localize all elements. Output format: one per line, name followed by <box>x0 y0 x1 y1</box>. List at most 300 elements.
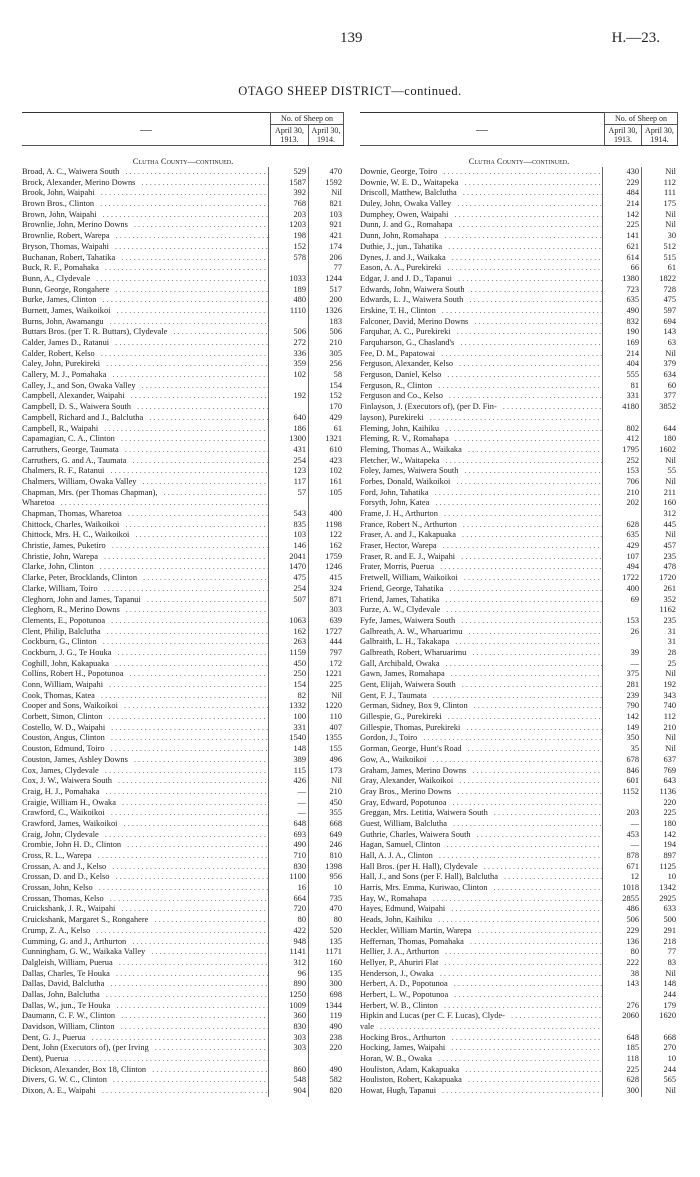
owner-name: Carruthers, G. and A., Taumata . . . <box>22 456 268 467</box>
sheep-1914: 810 <box>308 851 344 862</box>
owner-name: Gillespie, Thomas, Purekireki . . . <box>360 723 602 734</box>
table-row <box>22 456 344 467</box>
table-row <box>22 562 344 573</box>
owner-name: Edgar, J. and J. D., Tapanui . . . <box>360 274 602 285</box>
owner-name: Cleghorn, John and James, Tapanui . . . <box>22 595 268 606</box>
owner-name: Fleming, Thomas A., Waikaka . . . <box>360 445 602 456</box>
sheep-1914: 500 <box>641 915 678 926</box>
sheep-1914: 122 <box>308 530 344 541</box>
sheep-1913: 214 <box>602 349 641 360</box>
sheep-1913: 1795 <box>602 445 641 456</box>
owner-name: Hall Bros. (per H. Hall), Clydevale . . . <box>360 862 602 873</box>
sheep-1913: 802 <box>602 424 641 435</box>
table-row <box>22 541 344 552</box>
sheep-1913: 1009 <box>268 1001 308 1012</box>
table-row <box>22 872 344 883</box>
section-heading: Clutha County—continued. <box>132 156 234 166</box>
owner-name: Galbreath, A. W., Wharuarimu . . . <box>360 627 602 638</box>
sheep-1914: 1602 <box>641 445 678 456</box>
owner-name: Greggan, Mrs. Letitia, Waiwera South . . . <box>360 808 602 819</box>
sheep-1914: 244 <box>641 1065 678 1076</box>
sheep-1914: 172 <box>308 659 344 670</box>
sheep-1913: 614 <box>602 253 641 264</box>
table-row <box>22 616 344 627</box>
sheep-1913: 80 <box>268 915 308 926</box>
sheep-1913: 693 <box>268 830 308 841</box>
owner-name: Couston, Angus, Clinton . . . <box>22 733 268 744</box>
owner-name: Broad, A. C., Waiwera South . . . <box>22 167 268 178</box>
sheep-1914: 820 <box>308 1086 344 1097</box>
owner-name: Capamagian, C. A., Clinton . . . <box>22 434 268 445</box>
table-row <box>360 370 678 381</box>
table-row <box>360 391 678 402</box>
document-reference: H.—23. <box>611 30 660 46</box>
sheep-1914: 421 <box>308 231 344 242</box>
sheep-1913: 272 <box>268 338 308 349</box>
owner-name: Finlayson, J. (Executors of), (per D. Fin- . . . <box>360 402 602 413</box>
sheep-1913: 149 <box>602 723 641 734</box>
table-row <box>360 424 678 435</box>
owner-name: Carruthers, George, Taumata . . . <box>22 445 268 456</box>
table-row <box>360 659 678 670</box>
table-row <box>360 188 678 199</box>
sheep-1914: 235 <box>641 552 678 563</box>
table-row <box>360 178 678 189</box>
owner-name: Gray Bros., Merino Downs . . . <box>360 787 602 798</box>
sheep-1914: 77 <box>641 947 678 958</box>
sheep-1913 <box>268 402 308 413</box>
sheep-1914: 161 <box>308 477 344 488</box>
sheep-1914: 496 <box>308 755 344 766</box>
table-row <box>22 915 344 926</box>
sheep-1913: 723 <box>602 285 641 296</box>
sheep-1914: 1344 <box>308 1001 344 1012</box>
sheep-1914: 162 <box>308 541 344 552</box>
sheep-1913: 162 <box>268 627 308 638</box>
sheep-1913: 69 <box>602 595 641 606</box>
sheep-1914: 210 <box>308 338 344 349</box>
left-table-header <box>22 112 344 146</box>
owner-name: Christie, John, Warepa . . . <box>22 552 268 563</box>
sheep-1913: 82 <box>268 691 308 702</box>
owner-name: Cross, R. L., Warepa . . . <box>22 851 268 862</box>
table-row <box>22 819 344 830</box>
owner-name: Heads, John, Kaihiku . . . <box>360 915 602 926</box>
table-row <box>22 178 344 189</box>
owner-name: Burke, James, Clinton . . . <box>22 295 268 306</box>
table-row <box>360 712 678 723</box>
table-row <box>22 253 344 264</box>
sheep-1914: 634 <box>641 370 678 381</box>
table-row <box>360 562 678 573</box>
sheep-1913: 790 <box>602 701 641 712</box>
page-header <box>0 30 700 70</box>
table-row <box>360 830 678 841</box>
sheep-1913: 148 <box>268 744 308 755</box>
owner-name: Cook, Thomas, Katea . . . <box>22 691 268 702</box>
owner-name: France, Robert N., Arthurton . . . <box>360 520 602 531</box>
owner-name: Hall, A. J. A., Clinton . . . <box>360 851 602 862</box>
sheep-1913: 202 <box>602 498 641 509</box>
owner-name: Cruickshank, J. R., Waipahi . . . <box>22 904 268 915</box>
owner-name: Craig, John, Clydevale . . . <box>22 830 268 841</box>
table-row <box>22 434 344 445</box>
sheep-1914: 956 <box>308 872 344 883</box>
owner-name: Craig, H. J., Pomahaka . . . <box>22 787 268 798</box>
sheep-1914: 1246 <box>308 562 344 573</box>
sheep-1914: 111 <box>641 188 678 199</box>
sheep-1914: 1125 <box>641 862 678 873</box>
table-row <box>360 1033 678 1044</box>
owner-name: Buchanan, Robert, Tahatika . . . <box>22 253 268 264</box>
owner-name: Cumming, G. and J., Arthurton . . . <box>22 937 268 948</box>
table-row <box>360 253 678 264</box>
owner-name: Calley, J., and Son, Owaka Valley . . . <box>22 381 268 392</box>
owner-name: Herbert, W. B., Clinton . . . <box>360 1001 602 1012</box>
table-row <box>360 349 678 360</box>
header-col-1913: April 30, 1913. <box>605 125 642 146</box>
sheep-1913: 102 <box>268 370 308 381</box>
sheep-1914 <box>641 413 678 424</box>
sheep-1913: 225 <box>602 1065 641 1076</box>
owner-name: Cox, James, Clydevale . . . <box>22 766 268 777</box>
owner-name: Hayes, Edmund, Waipahi . . . <box>360 904 602 915</box>
header-group: No. of Sheep on <box>605 113 678 125</box>
table-row <box>360 359 678 370</box>
sheep-1913: 835 <box>268 520 308 531</box>
owner-name: Driscoll, Matthew, Balclutha . . . <box>360 188 602 199</box>
owner-name: vale . . . <box>360 1022 602 1033</box>
sheep-1913 <box>602 990 641 1001</box>
sheep-1913: 601 <box>602 776 641 787</box>
owner-name: Collins, Robert H., Popotunoa . . . <box>22 669 268 680</box>
sheep-1914: 210 <box>641 723 678 734</box>
table-row <box>360 274 678 285</box>
table-row <box>22 659 344 670</box>
owner-name: Gray, Alexander, Waikoikoi . . . <box>360 776 602 787</box>
sheep-1913: 192 <box>268 391 308 402</box>
sheep-1914: 220 <box>641 798 678 809</box>
sheep-1914: Nil <box>641 744 678 755</box>
sheep-1914: 2925 <box>641 894 678 905</box>
table-row <box>360 605 678 616</box>
sheep-1913: 252 <box>602 456 641 467</box>
sheep-1913: 239 <box>602 691 641 702</box>
sheep-1914: 160 <box>641 498 678 509</box>
sheep-1914: 55 <box>641 466 678 477</box>
table-row <box>360 798 678 809</box>
owner-name: Couston, James, Ashley Downs . . . <box>22 755 268 766</box>
sheep-1914: 110 <box>308 712 344 723</box>
owner-name: Brown Bros., Clinton . . . <box>22 199 268 210</box>
owner-name: Conn, William, Waipahi . . . <box>22 680 268 691</box>
table-row <box>22 498 344 509</box>
sheep-1914: 728 <box>641 285 678 296</box>
owner-name: Graham, James, Merino Downs . . . <box>360 766 602 777</box>
sheep-1914: 1326 <box>308 306 344 317</box>
owner-name: Fraser, R. and E. J., Waipahi . . . <box>360 552 602 563</box>
sheep-1914: 698 <box>308 990 344 1001</box>
header-dash: — <box>360 113 605 146</box>
sheep-1913: 1587 <box>268 178 308 189</box>
owner-name: Crawford, James, Waikoikoi . . . <box>22 819 268 830</box>
owner-name: Chapman, Thomas, Wharetoa . . . <box>22 509 268 520</box>
table-row <box>360 231 678 242</box>
sheep-1913: 392 <box>268 188 308 199</box>
table-row <box>360 669 678 680</box>
table-row <box>360 466 678 477</box>
sheep-1914: 1321 <box>308 434 344 445</box>
owner-name: Horan, W. B., Owaka . . . <box>360 1054 602 1065</box>
sheep-1913: 389 <box>268 755 308 766</box>
sheep-1914: 352 <box>641 595 678 606</box>
sheep-1914: 31 <box>641 637 678 648</box>
table-row <box>22 627 344 638</box>
sheep-1913: 429 <box>602 541 641 552</box>
sheep-1914: 112 <box>641 712 678 723</box>
owner-name: Dickson, Alexander, Box 18, Clinton . . . <box>22 1065 268 1076</box>
sheep-1914: Nil <box>641 969 678 980</box>
sheep-1913 <box>602 605 641 616</box>
owner-name: Dalgleish, William, Puerua . . . <box>22 958 268 969</box>
sheep-1914: 475 <box>641 295 678 306</box>
owner-name: Chapman, Mrs. (per Thomas Chapman), . . . <box>22 488 268 499</box>
sheep-1913: 16 <box>268 883 308 894</box>
table-row <box>360 616 678 627</box>
sheep-1913: 768 <box>268 199 308 210</box>
owner-name: Daumann, C. F. W., Clinton . . . <box>22 1011 268 1022</box>
owner-name: Crombie, John H. D., Clinton . . . <box>22 840 268 851</box>
sheep-1914: 28 <box>641 648 678 659</box>
sheep-1913: — <box>602 659 641 670</box>
table-row <box>22 424 344 435</box>
sheep-1914: 60 <box>641 381 678 392</box>
table-row <box>22 990 344 1001</box>
sheep-1913: 706 <box>602 477 641 488</box>
sheep-1914: 400 <box>308 509 344 520</box>
table-row <box>22 349 344 360</box>
sheep-1913: 117 <box>268 477 308 488</box>
owner-name: Gillespie, G., Purekireki . . . <box>360 712 602 723</box>
sheep-1913: 229 <box>602 178 641 189</box>
sheep-1913: 529 <box>268 167 308 178</box>
sheep-1914: 324 <box>308 584 344 595</box>
sheep-1914: 174 <box>308 242 344 253</box>
table-row <box>360 766 678 777</box>
sheep-1913: 506 <box>268 327 308 338</box>
sheep-1913: 81 <box>602 381 641 392</box>
sheep-1913: 38 <box>602 969 641 980</box>
owner-name: Campbell, D. S., Waiwera South . . . <box>22 402 268 413</box>
table-row <box>360 701 678 712</box>
sheep-1913: 422 <box>268 926 308 937</box>
sheep-1913: 431 <box>268 445 308 456</box>
table-row <box>360 530 678 541</box>
sheep-1913: — <box>602 819 641 830</box>
sheep-1913: 80 <box>602 947 641 958</box>
sheep-1913: 640 <box>268 413 308 424</box>
table-row <box>22 274 344 285</box>
sheep-1913: 450 <box>268 659 308 670</box>
owner-name: Hay, W., Romahapa . . . <box>360 894 602 905</box>
sheep-1914: Nil <box>641 210 678 221</box>
table-row <box>22 1086 344 1097</box>
sheep-1913: 254 <box>268 456 308 467</box>
table-row <box>22 317 344 328</box>
owner-name: Callery, M. J., Pomahaka . . . <box>22 370 268 381</box>
owner-name: Burnett, James, Waikoikoi . . . <box>22 306 268 317</box>
table-row <box>360 1022 678 1033</box>
table-row <box>360 199 678 210</box>
sheep-1913 <box>268 498 308 509</box>
owner-name: Brook, John, Waipahi . . . <box>22 188 268 199</box>
table-row <box>22 605 344 616</box>
sheep-1913: 169 <box>602 338 641 349</box>
sheep-1913: 107 <box>602 552 641 563</box>
owner-name: Hall, J., and Sons (per F. Hall), Balclutha . . . <box>360 872 602 883</box>
owner-name: Herbert, L. W., Popotunoa . . . <box>360 990 602 1001</box>
owner-name: Dynes, J. and J., Waikaka . . . <box>360 253 602 264</box>
owner-name: Fleming, John, Kaihiku . . . <box>360 424 602 435</box>
sheep-1914: 225 <box>641 808 678 819</box>
table-row <box>22 306 344 317</box>
owner-name: Crossan, Thomas, Kelso . . . <box>22 894 268 905</box>
owner-name: Forsyth, John, Katea . . . <box>360 498 602 509</box>
owner-name: Dallas, John, Balclutha . . . <box>22 990 268 1001</box>
sheep-1913: 475 <box>268 573 308 584</box>
sheep-1914: 61 <box>308 424 344 435</box>
owner-name: Gorman, George, Hunt's Road . . . <box>360 744 602 755</box>
table-row <box>22 1065 344 1076</box>
sheep-1914: 694 <box>641 317 678 328</box>
owner-name: Clarke, Peter, Brocklands, Clinton . . . <box>22 573 268 584</box>
sheep-1914: 80 <box>308 915 344 926</box>
sheep-1913: 66 <box>602 263 641 274</box>
table-row <box>22 937 344 948</box>
table-row <box>22 188 344 199</box>
sheep-1914: Nil <box>641 530 678 541</box>
sheep-1913: 57 <box>268 488 308 499</box>
sheep-1913: 331 <box>602 391 641 402</box>
owner-name: Crawford, C., Waikoikoi . . . <box>22 808 268 819</box>
owner-name: Hocking, James, Waipahi . . . <box>360 1043 602 1054</box>
owner-name: Edwards, L. J., Waiwera South . . . <box>360 295 602 306</box>
sheep-1913: 142 <box>602 210 641 221</box>
page-number: 139 <box>340 30 363 46</box>
sheep-1913: 426 <box>268 776 308 787</box>
table-row <box>22 637 344 648</box>
sheep-1914: 61 <box>641 263 678 274</box>
sheep-1913: 400 <box>602 584 641 595</box>
sheep-1914: 649 <box>308 830 344 841</box>
owner-name: Galbraith, L. H., Takakapa . . . <box>360 637 602 648</box>
sheep-1914: 103 <box>308 210 344 221</box>
owner-name: Erskine, T. H., Clinton . . . <box>360 306 602 317</box>
sheep-1913: 359 <box>268 359 308 370</box>
table-row <box>360 648 678 659</box>
sheep-1914: 1162 <box>641 605 678 616</box>
sheep-1914: 1355 <box>308 733 344 744</box>
sheep-1914 <box>308 1054 344 1065</box>
table-row <box>22 295 344 306</box>
table-row <box>22 285 344 296</box>
owner-name: Brown, John, Waipahi . . . <box>22 210 268 221</box>
right-table-header <box>360 112 678 146</box>
table-row <box>360 723 678 734</box>
sheep-1914: 225 <box>308 680 344 691</box>
header-group: No. of Sheep on <box>271 113 344 125</box>
owner-name: Dent, John (Executors of), (per Irving . . . <box>22 1043 268 1054</box>
sheep-1914: 10 <box>641 1054 678 1065</box>
sheep-1914: 1822 <box>641 274 678 285</box>
table-row <box>22 595 344 606</box>
sheep-1913: 203 <box>268 210 308 221</box>
sheep-1913: 303 <box>268 1043 308 1054</box>
table-row <box>360 220 678 231</box>
table-row <box>22 1001 344 1012</box>
owner-name: Crossan, A. and J., Kelso . . . <box>22 862 268 873</box>
table-row <box>360 1065 678 1076</box>
sheep-1913: 1110 <box>268 306 308 317</box>
header-col-1914: April 30, 1914. <box>309 125 344 146</box>
sheep-1913: 143 <box>602 979 641 990</box>
owner-name: Heckler, William Martin, Warepa . . . <box>360 926 602 937</box>
sheep-1913: 860 <box>268 1065 308 1076</box>
owner-name: Bunn, George, Rongahere . . . <box>22 285 268 296</box>
sheep-1913: 186 <box>268 424 308 435</box>
sheep-1913: 1722 <box>602 573 641 584</box>
sheep-1914: 211 <box>641 488 678 499</box>
table-row <box>22 766 344 777</box>
sheep-1913: 648 <box>602 1033 641 1044</box>
owner-name: Brownlie, Robert, Warepa . . . <box>22 231 268 242</box>
sheep-1914: 407 <box>308 723 344 734</box>
owner-name: Corbett, Simon, Clinton . . . <box>22 712 268 723</box>
table-row <box>360 413 678 424</box>
owner-name: Hagan, Samuel, Clinton . . . <box>360 840 602 851</box>
sheep-1914: 305 <box>308 349 344 360</box>
owner-name: Burns, John, Awamangu . . . <box>22 317 268 328</box>
table-row <box>22 1054 344 1065</box>
sheep-1914: 30 <box>641 231 678 242</box>
table-row <box>360 167 678 178</box>
sheep-1914: Nil <box>641 733 678 744</box>
owner-name: Gawn, James, Romahapa . . . <box>360 669 602 680</box>
table-row <box>360 1043 678 1054</box>
table-row <box>360 926 678 937</box>
sheep-1914: 520 <box>308 926 344 937</box>
sheep-1914: 58 <box>308 370 344 381</box>
table-row <box>360 733 678 744</box>
sheep-1913: 1141 <box>268 947 308 958</box>
sheep-1914: 312 <box>641 509 678 520</box>
owner-name: Frame, J. H., Arthurton . . . <box>360 509 602 520</box>
table-row <box>22 830 344 841</box>
sheep-1913: 548 <box>268 1075 308 1086</box>
sheep-1914: 457 <box>641 541 678 552</box>
sheep-1913: 1018 <box>602 883 641 894</box>
sheep-1913: 830 <box>268 862 308 873</box>
table-row <box>22 723 344 734</box>
sheep-1914: 668 <box>308 819 344 830</box>
owner-name: Costello, W. D., Waipahi . . . <box>22 723 268 734</box>
sheep-1914: 871 <box>308 595 344 606</box>
owner-name: Fee, D. M., Papatowai . . . <box>360 349 602 360</box>
sheep-1913: 507 <box>268 595 308 606</box>
sheep-1913: 2855 <box>602 894 641 905</box>
sheep-1913: 555 <box>602 370 641 381</box>
table-row <box>22 520 344 531</box>
